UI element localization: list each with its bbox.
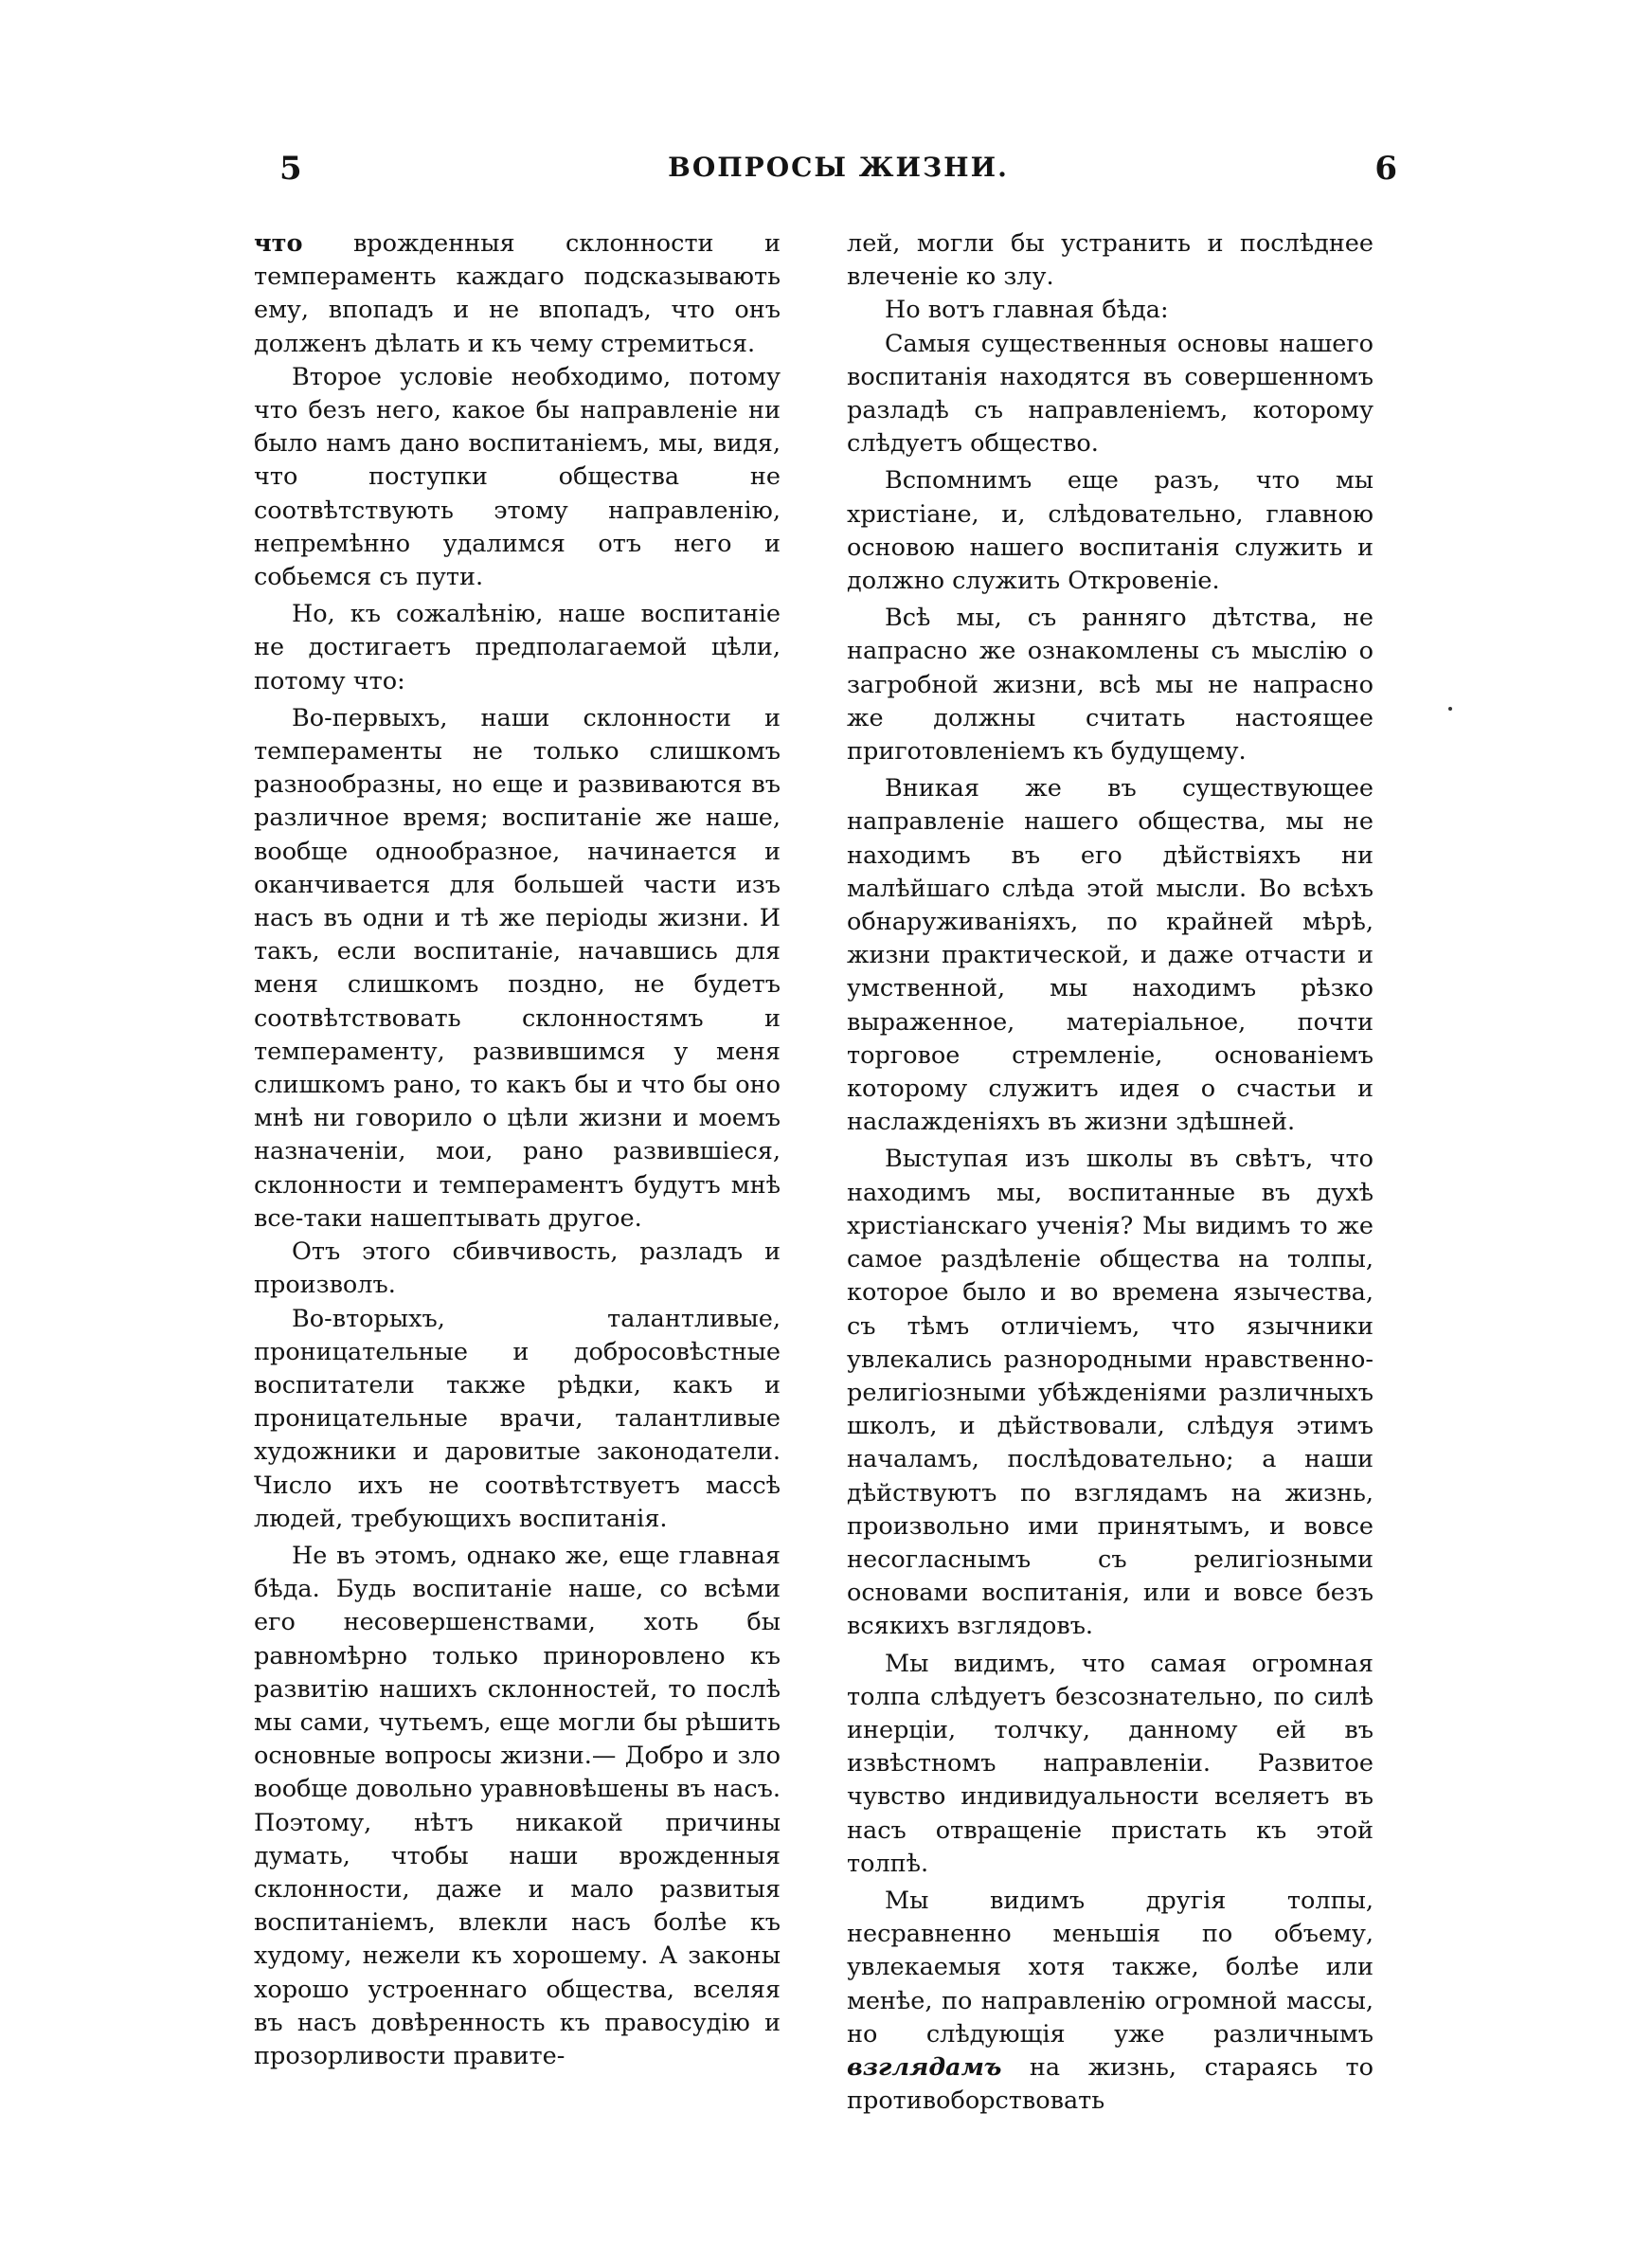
right-column — [847, 227, 1374, 2118]
paragraph: Самыя существенныя основы нашего воспитанія находятся въ совершенномъ разладѣ съ направленіемъ, которому слѣдуетъ общество. — [847, 329, 1374, 459]
ink-speck — [1448, 707, 1452, 711]
paragraph: Не въ этомъ, однако же, еще главная бѣда. Будь воспитаніе наше, со всѣми его несовершенствами, хоть бы равномѣрно только приноровлено къ развитію нашихъ склонностей, то послѣ мы сами, чутьемъ, еще могли бы рѣшить основные вопросы жизни.— Добро и зло вообще довольно уравновѣшены въ насъ. Поэтому, нѣтъ никакой причины думать, чтобы наши врожденныя склонности, даже и мало развитыя воспитаніемъ, влекли насъ болѣе къ худому, нежели къ хорошему. А законы хорошо устроеннаго общества, вселяя въ насъ довѣренность къ правосудію и прозорливости правите- — [254, 1541, 781, 2070]
running-title: ВОПРОСЫ ЖИЗНИ. — [668, 152, 1009, 183]
paragraph: Выступая изъ школы въ свѣтъ, что находимъ мы, воспитанные въ духѣ христіанскаго ученія? Мы видимъ то же самое раздѣленіе общества на толпы, которое было и во времена язычества, съ тѣмъ отличіемъ, что язычники увлекались разнородными нравственно-религіозными убѣжденіями различныхъ школъ, и дѣйствовали, слѣдуя этимъ началамъ, послѣдовательно; а наши дѣйствуютъ по взглядамъ на жизнь, произвольно ими принятымъ, и вовсе несогласнымъ съ религіозными основами воспитанія, или и вовсе безъ всякихъ взглядовъ. — [847, 1145, 1374, 1641]
paragraph: Отъ этого сбивчивость, разладъ и произволъ. — [254, 1237, 781, 1300]
paragraph-text: на жизнь, стараясь то противоборствовать — [847, 2052, 1374, 2116]
emphasized-word: взглядамъ — [847, 2052, 1002, 2082]
paragraph: Во-вторыхъ, талантливые, проницательные и добросовѣстные воспитатели также рѣдки, какъ и проницательные врачи, талантливые художники и даровитые законодатели. Число ихъ не соотвѣтствуетъ массѣ людей, требующихъ воспитанія. — [254, 1304, 781, 1533]
paragraph: Но, къ сожалѣнію, наше воспитаніе не достигаетъ предполагаемой цѣли, потому что: — [254, 600, 781, 695]
paragraph — [254, 227, 781, 361]
page-number-left: 5 — [279, 150, 302, 188]
paragraph: Но вотъ главная бѣда: — [885, 296, 1169, 325]
page-number-right: 6 — [1374, 150, 1397, 188]
paragraph: Мы видимъ, что самая огромная толпа слѣдуетъ безсознательно, по силѣ инерціи, толчку, данному ей въ извѣстномъ направленіи. Развитое чувство индивидуальности вселяетъ въ насъ отвращеніе пристать къ этой толпѣ. — [847, 1649, 1374, 1878]
paragraph: Вспомнимъ еще разъ, что мы христіане, и, слѣдовательно, главною основою нашего воспитанія служить и должно служить Откровеніе. — [847, 466, 1374, 596]
paragraph: Во-первыхъ, наши склонности и темпераменты не только слишкомъ разнообразны, но еще и развиваются въ различное время; воспитаніе же наше, вообще однообразное, начинается и оканчивается для большей части изъ насъ въ одни и тѣ же періоды жизни. И такъ, если воспитаніе, начавшись для меня слишкомъ поздно, не будетъ соотвѣтствовать склонностямъ и темпераменту, развившимся у меня слишкомъ рано, то какъ бы и что бы оно мнѣ ни говорило о цѣли жизни и моемъ назначеніи, мои, рано развившіеся, склонности и темпераментъ будутъ мнѣ все-таки нашептывать другое. — [254, 703, 781, 1233]
left-column — [254, 227, 781, 2073]
paragraph: Вникая же въ существующее направленіе нашего общества, мы не находимъ въ его дѣйствіяхъ ни малѣйшаго слѣда этой мысли. Во всѣхъ обнаруживаніяхъ, по крайней мѣрѣ, жизни практической, и даже отчасти и умственной, мы находимъ рѣзко выраженное, матеріальное, почти торговое стремленіе, основаніемъ которому служитъ идея о счастьи и наслажденіяхъ въ жизни здѣшней. — [847, 774, 1374, 1137]
page-header — [279, 150, 1397, 197]
paragraph: Всѣ мы, съ ранняго дѣтства, не напрасно же ознакомлены съ мыслію о загробной жизни, всѣ мы не напрасно же должны считать настоящее приготовленіемъ къ будущему. — [847, 604, 1374, 767]
paragraph: Второе условіе необходимо, потому что безъ него, какое бы направленіе ни было намъ дано воспитаніемъ, мы, видя, что поступки общества не соотвѣтствують этому направленію, непремѣнно удалимся отъ него и собьемся съ пути. — [254, 362, 781, 592]
paragraph-lead-word: что — [254, 229, 303, 258]
paragraph-text: врожденныя склонности и темпераменть каждаго подсказывають ему, впопадъ и не впопадъ, что онъ долженъ дѣлать и къ чему стремиться. — [254, 229, 781, 358]
paragraph-text: Мы видимъ другія толпы, несравненно меньшія по объему, увлекаемыя хотя также, болѣе или менѣе, по направленію огромной массы, но слѣдующія уже различнымъ — [847, 1886, 1374, 2049]
paragraph: лей, могли бы устранить и послѣднее влеченіе ко злу. — [847, 229, 1374, 292]
paragraph — [847, 1885, 1374, 2118]
